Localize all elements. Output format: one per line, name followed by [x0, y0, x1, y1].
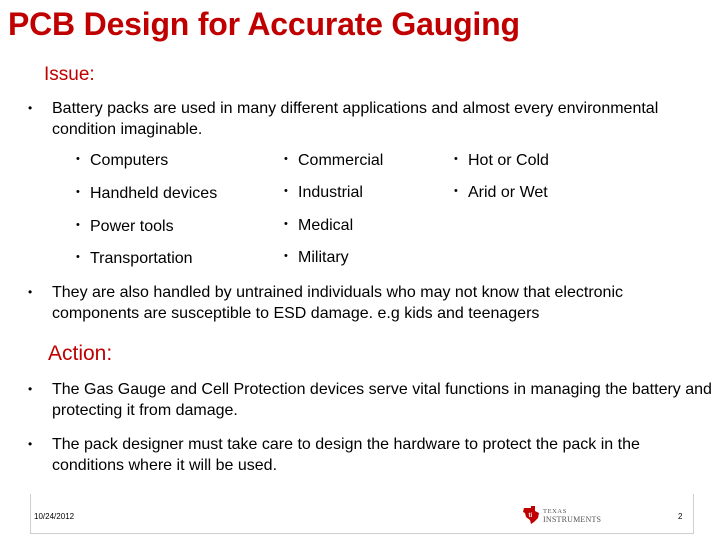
grid-item-hot-or-cold: • Hot or Cold	[454, 152, 549, 170]
grid-item-industrial: • Industrial	[284, 184, 363, 202]
action-bullet-pack-designer: • The pack designer must take care to design the hardware to protect the pack in the conditions where it will be used.	[28, 434, 712, 476]
ti-state-icon	[523, 506, 539, 524]
action-heading: Action:	[48, 342, 113, 365]
grid-item-medical: • Medical	[284, 217, 353, 235]
grid-item-commercial: • Commercial	[284, 152, 383, 170]
issue-bullet-applications: • Battery packs are used in many different applications and almost every environmental condition imaginable.	[28, 98, 712, 140]
grid-item-power-tools: • Power tools	[76, 218, 174, 236]
grid-item-handheld-devices: • Handheld devices	[76, 185, 217, 203]
footer-date: 10/24/2012	[34, 512, 75, 521]
slide-title: PCB Design for Accurate Gauging	[8, 6, 520, 42]
grid-item-military: • Military	[284, 249, 349, 267]
page-number: 2	[678, 512, 683, 521]
logo-instruments-text: INSTRUMENTS	[543, 515, 602, 524]
grid-item-transportation: • Transportation	[76, 250, 193, 268]
texas-instruments-logo	[522, 505, 614, 525]
issue-heading: Issue:	[44, 64, 95, 85]
grid-item-computers: • Computers	[76, 152, 168, 170]
grid-item-arid-or-wet: • Arid or Wet	[454, 184, 548, 202]
action-bullet-gas-gauge: • The Gas Gauge and Cell Protection devices serve vital functions in managing the battery and protecting it from damage.	[28, 379, 712, 421]
logo-texas-text: TEXAS	[543, 508, 567, 515]
svg-text:ti: ti	[528, 513, 533, 519]
issue-bullet-esd: • They are also handled by untrained individuals who may not know that electronic components are susceptible to ESD damage. e.g kids and teenagers	[28, 282, 712, 324]
